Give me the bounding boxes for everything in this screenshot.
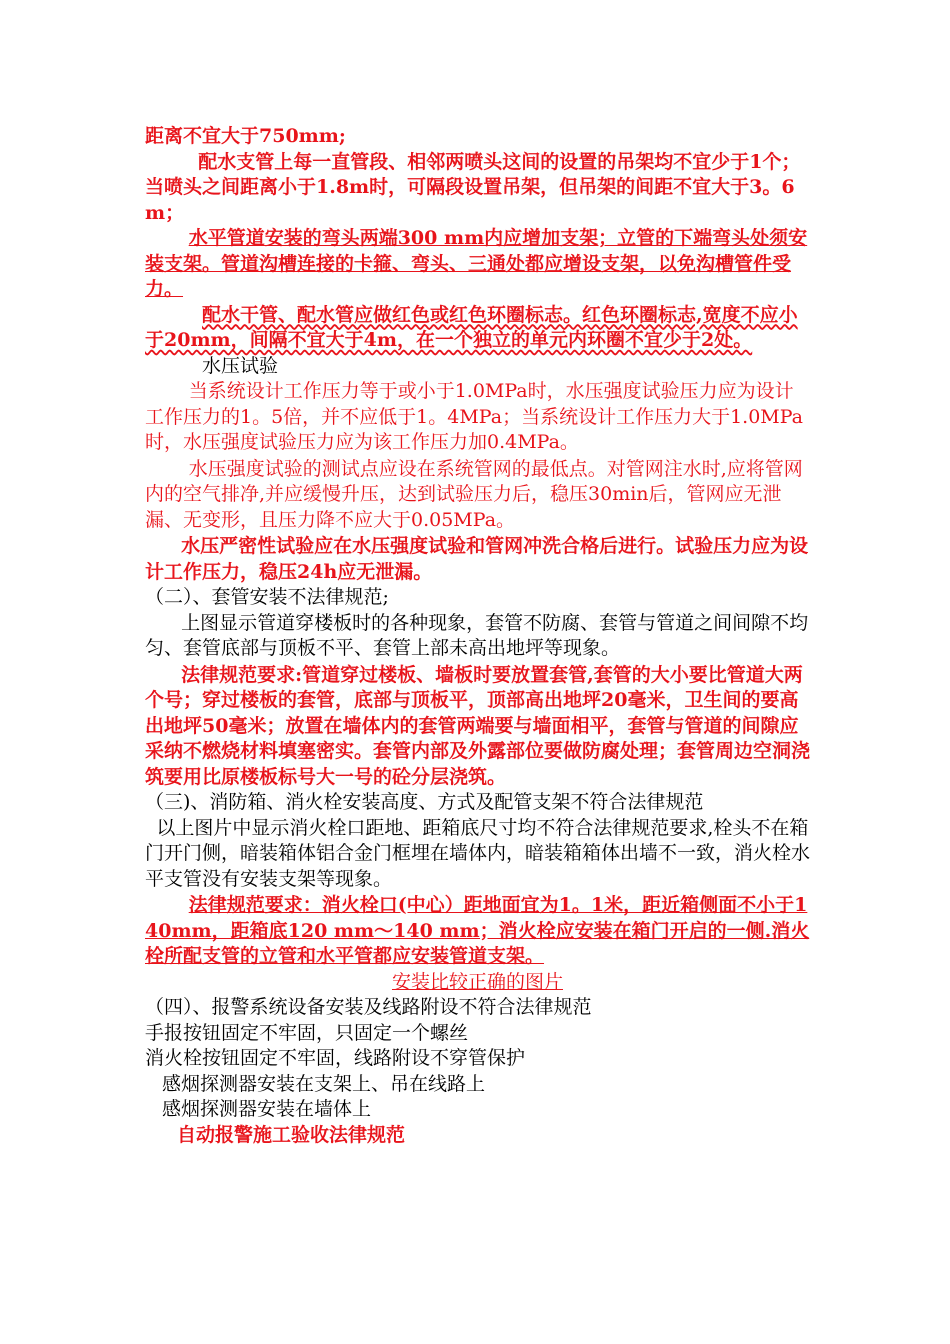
paragraph-branch-pipe-hangers: 配水支管上每一直管段、相邻两喷头这间的设置的吊架均不宜少于1个；当喷头之间距离小于1.8m时，可隔段设置吊架，但吊架的间距不宜大于3。6m； <box>145 150 801 224</box>
document-body <box>145 124 810 1148</box>
paragraph-sleeve-requirements: 法律规范要求:管道穿过楼板、墙板时要放置套管,套管的大小要比管道大两个号；穿过楼板的套管，底部与顶板平，顶部高出地坪20毫米，卫生间的要高出地坪50毫米；放置在墙体内的套管两端要与墙面相平，套管与管道的间隙应采纳不燃烧材料填塞密实。套管内部及外露部位要做防腐处理；套管周边空洞浇筑要用比原楼板标号大一号的砼分层浇筑。 <box>145 663 811 788</box>
paragraph-horizontal-pipe-supports: 水平管道安装的弯头两端300 mm内应增加支架；立管的下端弯头处须安装支架。管道沟槽连接的卡箍、弯头、三通处都应增设支架，以免沟槽管件受力。 <box>145 227 808 300</box>
heading-hydrostatic-test: 水压试验 <box>202 354 279 377</box>
paragraph-test-point: 水压强度试验的测试点应设在系统管网的最低点。对管网注水时,应将管网内的空气排净,并应缓慢升压，达到试验压力后，稳压30min后，管网应无泄漏、无变形，且压力降不应大于0.05MPa。 <box>145 457 803 531</box>
item-smoke-detector-wall: 感烟探测器安装在墙体上 <box>162 1098 372 1120</box>
heading-sleeve-installation: （二）、套管安装不法律规范; <box>145 586 389 608</box>
paragraph-hydrant-requirements: 法律规范要求：消火栓口(中心）距地面宜为1。1米，距近箱侧面不小于140mm，距箱底120 mm～140 mm；消火栓应安装在箱门开启的一侧.消火栓所配支管的立管和水平管都应安装管道支架。 <box>145 894 810 967</box>
caption-correct-installation-images: 安装比较正确的图片 <box>391 970 563 993</box>
heading-alarm-system: （四）、报警系统设备安装及线路附设不符合法律规范 <box>145 996 592 1018</box>
paragraph-hanger-distance: 距离不宜大于750mm; <box>145 125 346 147</box>
paragraph-test-pressure: 当系统设计工作压力等于或小于1.0MPa时，水压强度试验压力应为设计工作压力的1。5倍，并不应低于1。4MPa；当系统设计工作压力大于1.0MPa时，水压强度试验压力应为该工作压力加0.4MPa。 <box>145 380 803 453</box>
paragraph-red-ring-marking: 配水干管、配水管应做红色或红色环圈标志。红色环圈标志,宽度不应小于20mm，间隔不宜大于4m，在一个独立的单元内环圈不宜少于2处。 <box>145 303 798 351</box>
item-manual-alarm-button: 手报按钮固定不牢固，只固定一个螺丝 <box>145 1021 469 1044</box>
item-smoke-detector-bracket: 感烟探测器安装在支架上、吊在线路上 <box>162 1072 486 1095</box>
item-hydrant-button: 消火栓按钮固定不牢固，线路附设不穿管保护 <box>145 1047 526 1069</box>
paragraph-hydrant-issues: 以上图片中显示消火栓口距地、距箱底尺寸均不符合法律规范要求,栓头不在箱门开门侧，暗装箱体铝合金门框埋在墙体内，暗装箱箱体出墙不一致，消火栓水平支管没有安装支架等现象。 <box>145 816 811 890</box>
heading-auto-alarm-acceptance: 自动报警施工验收法律规范 <box>177 1123 406 1146</box>
heading-hydrant-installation: （三)、消防箱、消火栓安装高度、方式及配管支架不符合法律规范 <box>145 791 704 813</box>
paragraph-tightness-test: 水压严密性试验应在水压强度试验和管网冲洗合格后进行。试验压力应为设计工作压力，稳压24h应无泄漏。 <box>145 535 809 583</box>
paragraph-sleeve-issues: 上图显示管道穿楼板时的各种现象，套管不防腐、套管与管道之间间隙不均匀、套管底部与顶板不平、套管上部未高出地坪等现象。 <box>145 611 809 659</box>
